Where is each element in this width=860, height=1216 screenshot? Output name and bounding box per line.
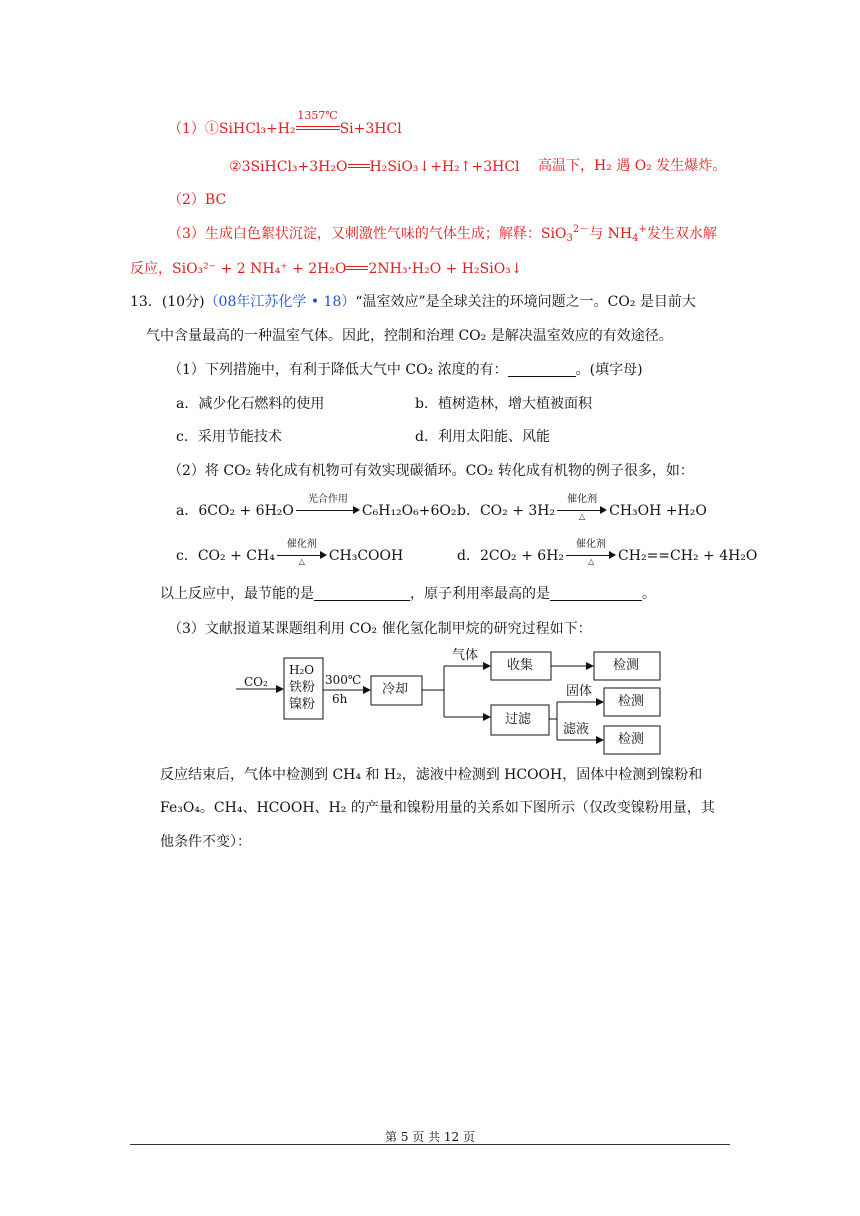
answer-blank[interactable] — [508, 360, 576, 377]
subquestion-1-text: （1）下列措施中，有利于降低大气中 CO₂ 浓度的有： — [168, 362, 508, 378]
reaction-d-right: CH₂==CH₂ + 4H₂O — [618, 548, 758, 564]
answer-1b-reactants: 3SiHCl₃+3H₂O — [241, 159, 348, 175]
fill-text-3: 。 — [642, 586, 656, 602]
answer-1b-products: H₂SiO₃↓+H₂↑+3HCl — [369, 159, 520, 175]
reactor-label-1: H₂O — [289, 663, 315, 677]
fill-text-1: 以上反应中，最节能的是 — [160, 586, 314, 602]
reaction-b-condition: 催化剂 — [567, 494, 598, 505]
answer-1-line — [168, 109, 402, 139]
answer-1-products: Si+3HCl — [339, 121, 402, 137]
reaction-c — [176, 539, 404, 566]
reaction-b-right: CH₃OH +H₂O — [609, 503, 707, 519]
heat-symbol: △ — [579, 512, 586, 521]
subquestion-2: （2）将 CO₂ 转化成有机物可有效实现碳循环。CO₂ 转化成有机物的例子很多，如： — [168, 463, 694, 479]
question-intro-2: 气中含量最高的一种温室气体。因此，控制和治理 CO₂ 是解决温室效应的有效途径。 — [146, 328, 673, 344]
detect-label-gas: 检测 — [613, 658, 640, 673]
answer-3-line-2 — [130, 258, 523, 279]
reaction-condition-mark — [296, 109, 340, 138]
answer-3-equation-right: 2NH₃·H₂O + H₂SiO₃↓ — [368, 261, 523, 277]
heat-symbol: △ — [298, 557, 305, 566]
reactor-label-2: 铁粉 — [289, 680, 316, 695]
reaction-condition: 1357℃ — [297, 109, 338, 122]
filtrate-label: 滤液 — [563, 722, 590, 737]
question-source: （08年江苏化学 • 18） — [204, 294, 356, 310]
fill-text-2: ，原子利用率最高的是 — [410, 586, 550, 602]
reaction-d-left: d．2CO₂ + 6H₂ — [457, 548, 565, 564]
collect-label: 收集 — [507, 658, 534, 673]
option-d: d．利用太阳能、风能 — [415, 429, 550, 445]
reaction-a-right: C₆H₁₂O₆+6O₂ — [361, 503, 457, 519]
result-line-2: Fe₃O₄。CH₄、HCOOH、H₂ 的产量和镍粉用量的关系如下图所示（仅改变镍粉用量，其 — [160, 800, 715, 816]
answer-3-line-1 — [168, 224, 717, 244]
reaction-arrow-icon — [277, 539, 327, 566]
reaction-c-right: CH₃COOH — [328, 548, 404, 564]
reaction-arrow-icon — [566, 539, 616, 566]
reaction-c-condition: 催化剂 — [286, 539, 317, 550]
answer-3-text-b: 与 NH — [589, 226, 633, 242]
equals-sign — [348, 156, 370, 176]
answer-3-sup: 2－ — [572, 224, 590, 235]
option-b: b．植树造林，增大植被面积 — [415, 396, 592, 412]
reaction-arrow-icon — [557, 494, 607, 521]
answer-blank-energy[interactable] — [314, 584, 410, 601]
answer-3-sub-2: 4 — [632, 233, 639, 244]
answer-1b-label: ② — [229, 159, 242, 175]
reaction-time: 6h — [332, 692, 348, 706]
answer-3-equation-left: 反应，SiO₃²⁻ + 2 NH₄⁺ + 2H₂O — [130, 261, 347, 277]
reaction-b — [457, 494, 707, 521]
reaction-d-condition: 催化剂 — [576, 539, 607, 550]
question-intro-1: “温室效应”是全球关注的环境问题之一。CO₂ 是目前大 — [355, 294, 696, 310]
reaction-temperature: 300℃ — [325, 673, 362, 687]
answer-3-text-c: 发生双水解 — [646, 226, 717, 242]
reaction-a-left: a．6CO₂ + 6H₂O — [176, 503, 294, 519]
cool-label: 冷却 — [382, 682, 409, 697]
solid-label: 固体 — [566, 684, 593, 699]
reaction-c-left: c．CO₂ + CH₄ — [176, 548, 275, 564]
gas-label: 气体 — [452, 648, 479, 663]
flow-input-label: CO₂ — [244, 675, 268, 689]
equals-sign — [346, 258, 368, 278]
answer-blank-atom-economy[interactable] — [550, 584, 642, 601]
option-a: a．减少化石燃料的使用 — [176, 396, 325, 412]
reaction-a-condition: 光合作用 — [307, 494, 348, 505]
detect-label-solid: 检测 — [618, 694, 645, 709]
answer-1b-line — [229, 156, 520, 177]
result-line-1: 反应结束后，气体中检测到 CH₄ 和 H₂，滤液中检测到 HCOOH，固体中检测到镍粉和 — [160, 767, 703, 783]
page-footer: 第 5 页 共 12 页 — [385, 1130, 475, 1144]
reaction-a — [176, 494, 457, 521]
filter-label: 过滤 — [505, 712, 532, 727]
answer-1b-note: 高温下，H₂ 遇 O₂ 发生爆炸。 — [538, 158, 727, 174]
reaction-d — [457, 539, 758, 566]
result-line-3: 他条件不变）： — [160, 834, 251, 850]
option-c: c．采用节能技术 — [176, 429, 282, 445]
answer-3-sub: 3 — [566, 233, 573, 244]
question-number: 13．(10分) — [130, 294, 205, 310]
detect-label-filtrate: 检测 — [618, 732, 645, 747]
subquestion-1-suffix: 。(填字母) — [575, 362, 643, 378]
subquestion-2-fill — [160, 584, 656, 604]
subquestion-3: （3）文献报道某课题组利用 CO₂ 催化氢化制甲烷的研究过程如下： — [168, 621, 592, 637]
heat-symbol: △ — [587, 557, 595, 566]
answer-1-reactants: SiHCl₃+H₂ — [218, 121, 296, 137]
subquestion-1 — [168, 360, 643, 380]
question-13-header — [130, 292, 696, 312]
answer-1-label: （1）① — [168, 121, 219, 137]
answer-2: （2）BC — [168, 192, 227, 208]
reaction-b-left: b．CO₂ + 3H₂ — [457, 503, 556, 519]
answer-3-text-a: （3）生成白色絮状沉淀，又刺激性气味的气体生成；解释：SiO — [168, 226, 567, 242]
answer-3-sup-2: + — [638, 224, 647, 235]
reactor-label-3: 镍粉 — [289, 697, 316, 712]
reaction-arrow-icon — [296, 494, 360, 520]
footer-rule — [130, 1144, 730, 1145]
